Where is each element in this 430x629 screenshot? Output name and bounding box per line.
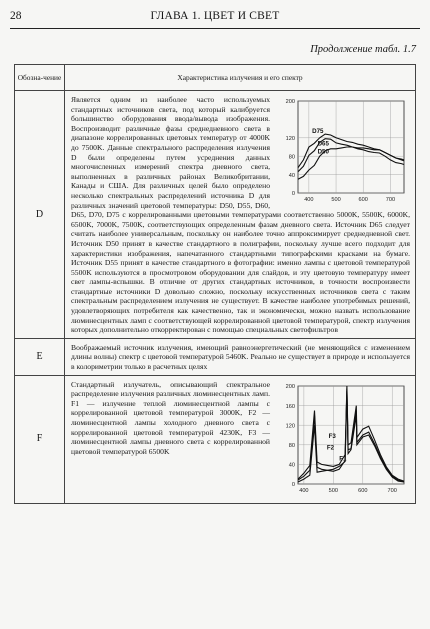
table-row <box>15 375 416 503</box>
x-tick-label: 600 <box>358 197 368 203</box>
designation-cell: E <box>15 338 65 375</box>
x-tick-label: 500 <box>331 197 341 203</box>
series-label: D65 <box>317 140 329 148</box>
x-tick-label: 600 <box>358 487 368 494</box>
page-header <box>10 6 420 29</box>
y-tick-label: 120 <box>285 423 295 430</box>
series-label: F1 <box>339 455 347 463</box>
table-row <box>15 91 416 339</box>
series-label: F3 <box>328 432 336 440</box>
chapter-title: ГЛАВА 1. ЦВЕТ И СВЕТ <box>150 10 280 22</box>
page-number: 28 <box>10 10 22 22</box>
x-tick-label: 700 <box>385 197 396 203</box>
x-tick-label: 400 <box>304 197 314 203</box>
y-tick-label: 200 <box>285 99 295 106</box>
y-tick-label: 80 <box>288 442 295 449</box>
x-tick-label: 400 <box>299 487 309 494</box>
y-tick-label: 0 <box>291 481 295 488</box>
table-header-row <box>15 65 416 91</box>
table-row <box>15 338 416 375</box>
y-tick-label: 40 <box>288 462 295 469</box>
column-header-characteristics: Характеристика излучения и его спектр <box>65 65 416 91</box>
series-label: D50 <box>317 148 329 156</box>
description-cell <box>65 338 416 375</box>
description-cell <box>65 375 416 503</box>
series-line <box>298 391 404 482</box>
description-text: Является одним из наиболее часто используемых стандартных источников света, под который калибруется большинство оборудования ввода/вывода изображения. Воспроизводит различные фазы среднедневного света в диапазоне коррелированных цветовых температур от 4000K до 7500K. Данные спектрального распределения излучения D были определены путем усреднения данных многочисленных измерений спектра дневного света, выполненных в различных районах Великобритании, Канады и США. Для различных целей было определено несколько спектральных распределений источника D для различных значений цветовой температуры: D50, D55, D60, D65, D70, D75 с коррелированными цветовыми температурами соответственно 5000K, 5500K, 6000K, 6500K, 7000K, 7500K, соответствующих определенным фазам дневного света. Источник D65 следует считать наиболее универсальным, поскольку он наиболее точно аппроксимирует среднедневной свет. Источник D50 принят в качестве стандартного в полиграфии, поскольку лучше всего подходит для характеристики изображения, напечатанного стандартными типографскими красками на бумаге. Источник D55 принят в качестве стандартного в фотографии: именно лампы с цветовой температурой 5500K используются в просмотровом оборудовании для слайдов, и эту цветовую температуру имеет свет лампы-вспышки. В отличие от других стандартных источников, в точности воспроизвести стандартные источники D довольно сложно, поскольку искусственных источников света с таким спектральным распределением излучения не существует. В качестве наиболее употребимых решений, удовлетворяющих потребителя как качественно, так и экономически, можно назвать использование люминесцентных ламп с соответствующей коррелированной цветовой температурой, спектр излучения которых дополнительно откорректирован с помощью специальных светофильтров <box>71 95 410 335</box>
designation-cell: D <box>15 91 65 339</box>
y-tick-label: 120 <box>285 136 295 142</box>
description-text: Воображаемый источник излучения, имеющий равноэнергетический (не меняющийся с изменением длины волны) спектр с цветовой температурой 5460K. Реально не существует в природе и используется в колориметрии только в расчетных целях <box>71 342 410 372</box>
y-tick-label: 0 <box>291 191 295 198</box>
y-tick-label: 80 <box>288 154 295 161</box>
designation-cell: F <box>15 375 65 503</box>
y-tick-label: 40 <box>288 172 295 179</box>
description-text: Стандартный излучатель, описывающий спектральное распределение излучения различных люминесцентных ламп. F1 — излучение теплой люминесцентной лампы с коррелированной цветовой температурой 3000K, F2 — люминесцентной лампы холодного дневного света с коррелированной цветовой температурой 4230K, F3 — люминесцентной лампы дневного света с коррелированной цветовой температурой 6500K <box>71 379 270 456</box>
column-header-designation: Обозна-чение <box>15 65 65 91</box>
y-tick-label: 160 <box>285 403 295 410</box>
illuminant-table <box>14 64 416 504</box>
x-tick-label: 700 <box>387 487 397 494</box>
series-label: D75 <box>312 128 324 136</box>
series-label: F2 <box>326 444 335 452</box>
y-tick-label: 200 <box>285 383 295 390</box>
table-continuation-caption: Продолжение табл. 1.7 <box>310 44 416 55</box>
spectrum-chart-f <box>276 380 410 498</box>
spectrum-chart-d <box>276 95 410 207</box>
series-line <box>298 147 404 179</box>
description-cell <box>65 91 416 339</box>
x-tick-label: 500 <box>328 487 339 494</box>
